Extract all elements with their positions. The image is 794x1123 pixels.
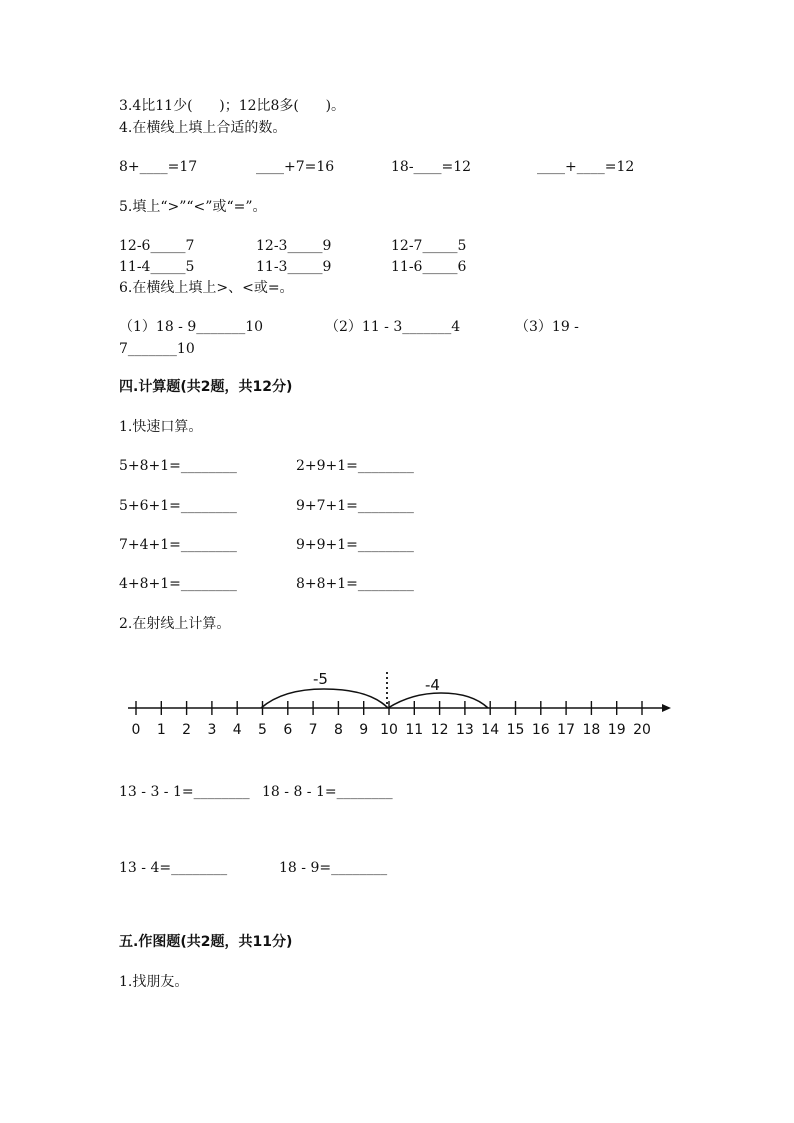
q5-r2-c3: 11-6_____6 [391,259,467,275]
q4-item-1: 8+____=17 [119,159,198,175]
calc-r2-c2: 9+7+1=________ [296,498,414,514]
tick-label-4: 4 [232,722,242,738]
q5-r2-c1: 11-4_____5 [119,259,195,275]
arc1-label: -5 [313,670,328,688]
q6-item-2: （2）11 - 3_______4 [325,319,461,335]
eq-r1-c2: 18 - 8 - 1=________ [262,784,393,800]
tick-label-14: 14 [481,722,500,738]
s4-p2-title: 2.在射线上计算。 [119,616,231,632]
tick-label-20: 20 [633,722,651,738]
calc-r3-c1: 7+4+1=________ [119,537,237,553]
calc-r3-c2: 9+9+1=________ [296,537,414,553]
tick-label-12: 12 [430,722,449,738]
q6-title: 6.在横线上填上>、<或=。 [119,280,294,296]
tick-label-11: 11 [405,722,424,738]
tick-label-6: 6 [283,722,293,738]
tick-label-10: 10 [380,722,398,738]
tick-label-15: 15 [506,722,525,738]
q3-text: 3.4比11少( )；12比8多( )。 [119,98,346,114]
tick-label-8: 8 [333,722,343,738]
eq-r1-c1: 13 - 3 - 1=________ [119,784,250,800]
calc-r4-c2: 8+8+1=________ [296,576,414,592]
tick-label-2: 2 [182,722,192,738]
s4-p1-title: 1.快速口算。 [119,419,203,435]
s5-p1-title: 1.找朋友。 [119,974,189,990]
calc-r4-c1: 4+8+1=________ [119,576,237,592]
section4-heading: 四.计算题(共2题，共12分) [119,379,293,395]
tick-label-16: 16 [531,722,550,738]
eq-r2-c1: 13 - 4=________ [119,860,228,876]
q5-r1-c2: 12-3_____9 [256,238,332,254]
calc-r1-c2: 2+9+1=________ [296,458,414,474]
eq-r2-c2: 18 - 9=________ [279,860,388,876]
q4-item-3: 18-____=12 [391,159,472,175]
q5-r1-c3: 12-7_____5 [391,238,467,254]
q4-item-2: ____+7=16 [256,159,335,175]
section5-heading: 五.作图题(共2题，共11分) [119,934,293,950]
q5-title: 5.填上“>”“<”或“=”。 [119,199,267,215]
arc-minus-5 [261,689,388,708]
q6-item-3: （3）19 - [515,319,579,335]
tick-label-17: 17 [557,722,576,738]
q6-item-1: （1）18 - 9_______10 [119,319,264,335]
tick-label-13: 13 [455,722,474,738]
arc-minus-4 [388,693,488,708]
q4-item-4: ____+____=12 [537,159,635,175]
tick-label-7: 7 [308,722,318,738]
number-line [0,660,794,750]
calc-r1-c1: 5+8+1=________ [119,458,237,474]
tick-label-18: 18 [582,722,601,738]
arc2-label: -4 [425,676,440,694]
arrow-head-icon [662,704,671,712]
tick-label-5: 5 [258,722,267,738]
tick-label-1: 1 [156,722,166,738]
tick-label-3: 3 [207,722,217,738]
tick-label-19: 19 [607,722,626,738]
q5-r1-c1: 12-6_____7 [119,238,195,254]
q6-line2: 7_______10 [119,341,195,357]
q4-title: 4.在横线上填上合适的数。 [119,120,287,136]
tick-label-0: 0 [131,722,141,738]
q5-r2-c2: 11-3_____9 [256,259,332,275]
calc-r2-c1: 5+6+1=________ [119,498,237,514]
tick-label-9: 9 [359,722,369,738]
